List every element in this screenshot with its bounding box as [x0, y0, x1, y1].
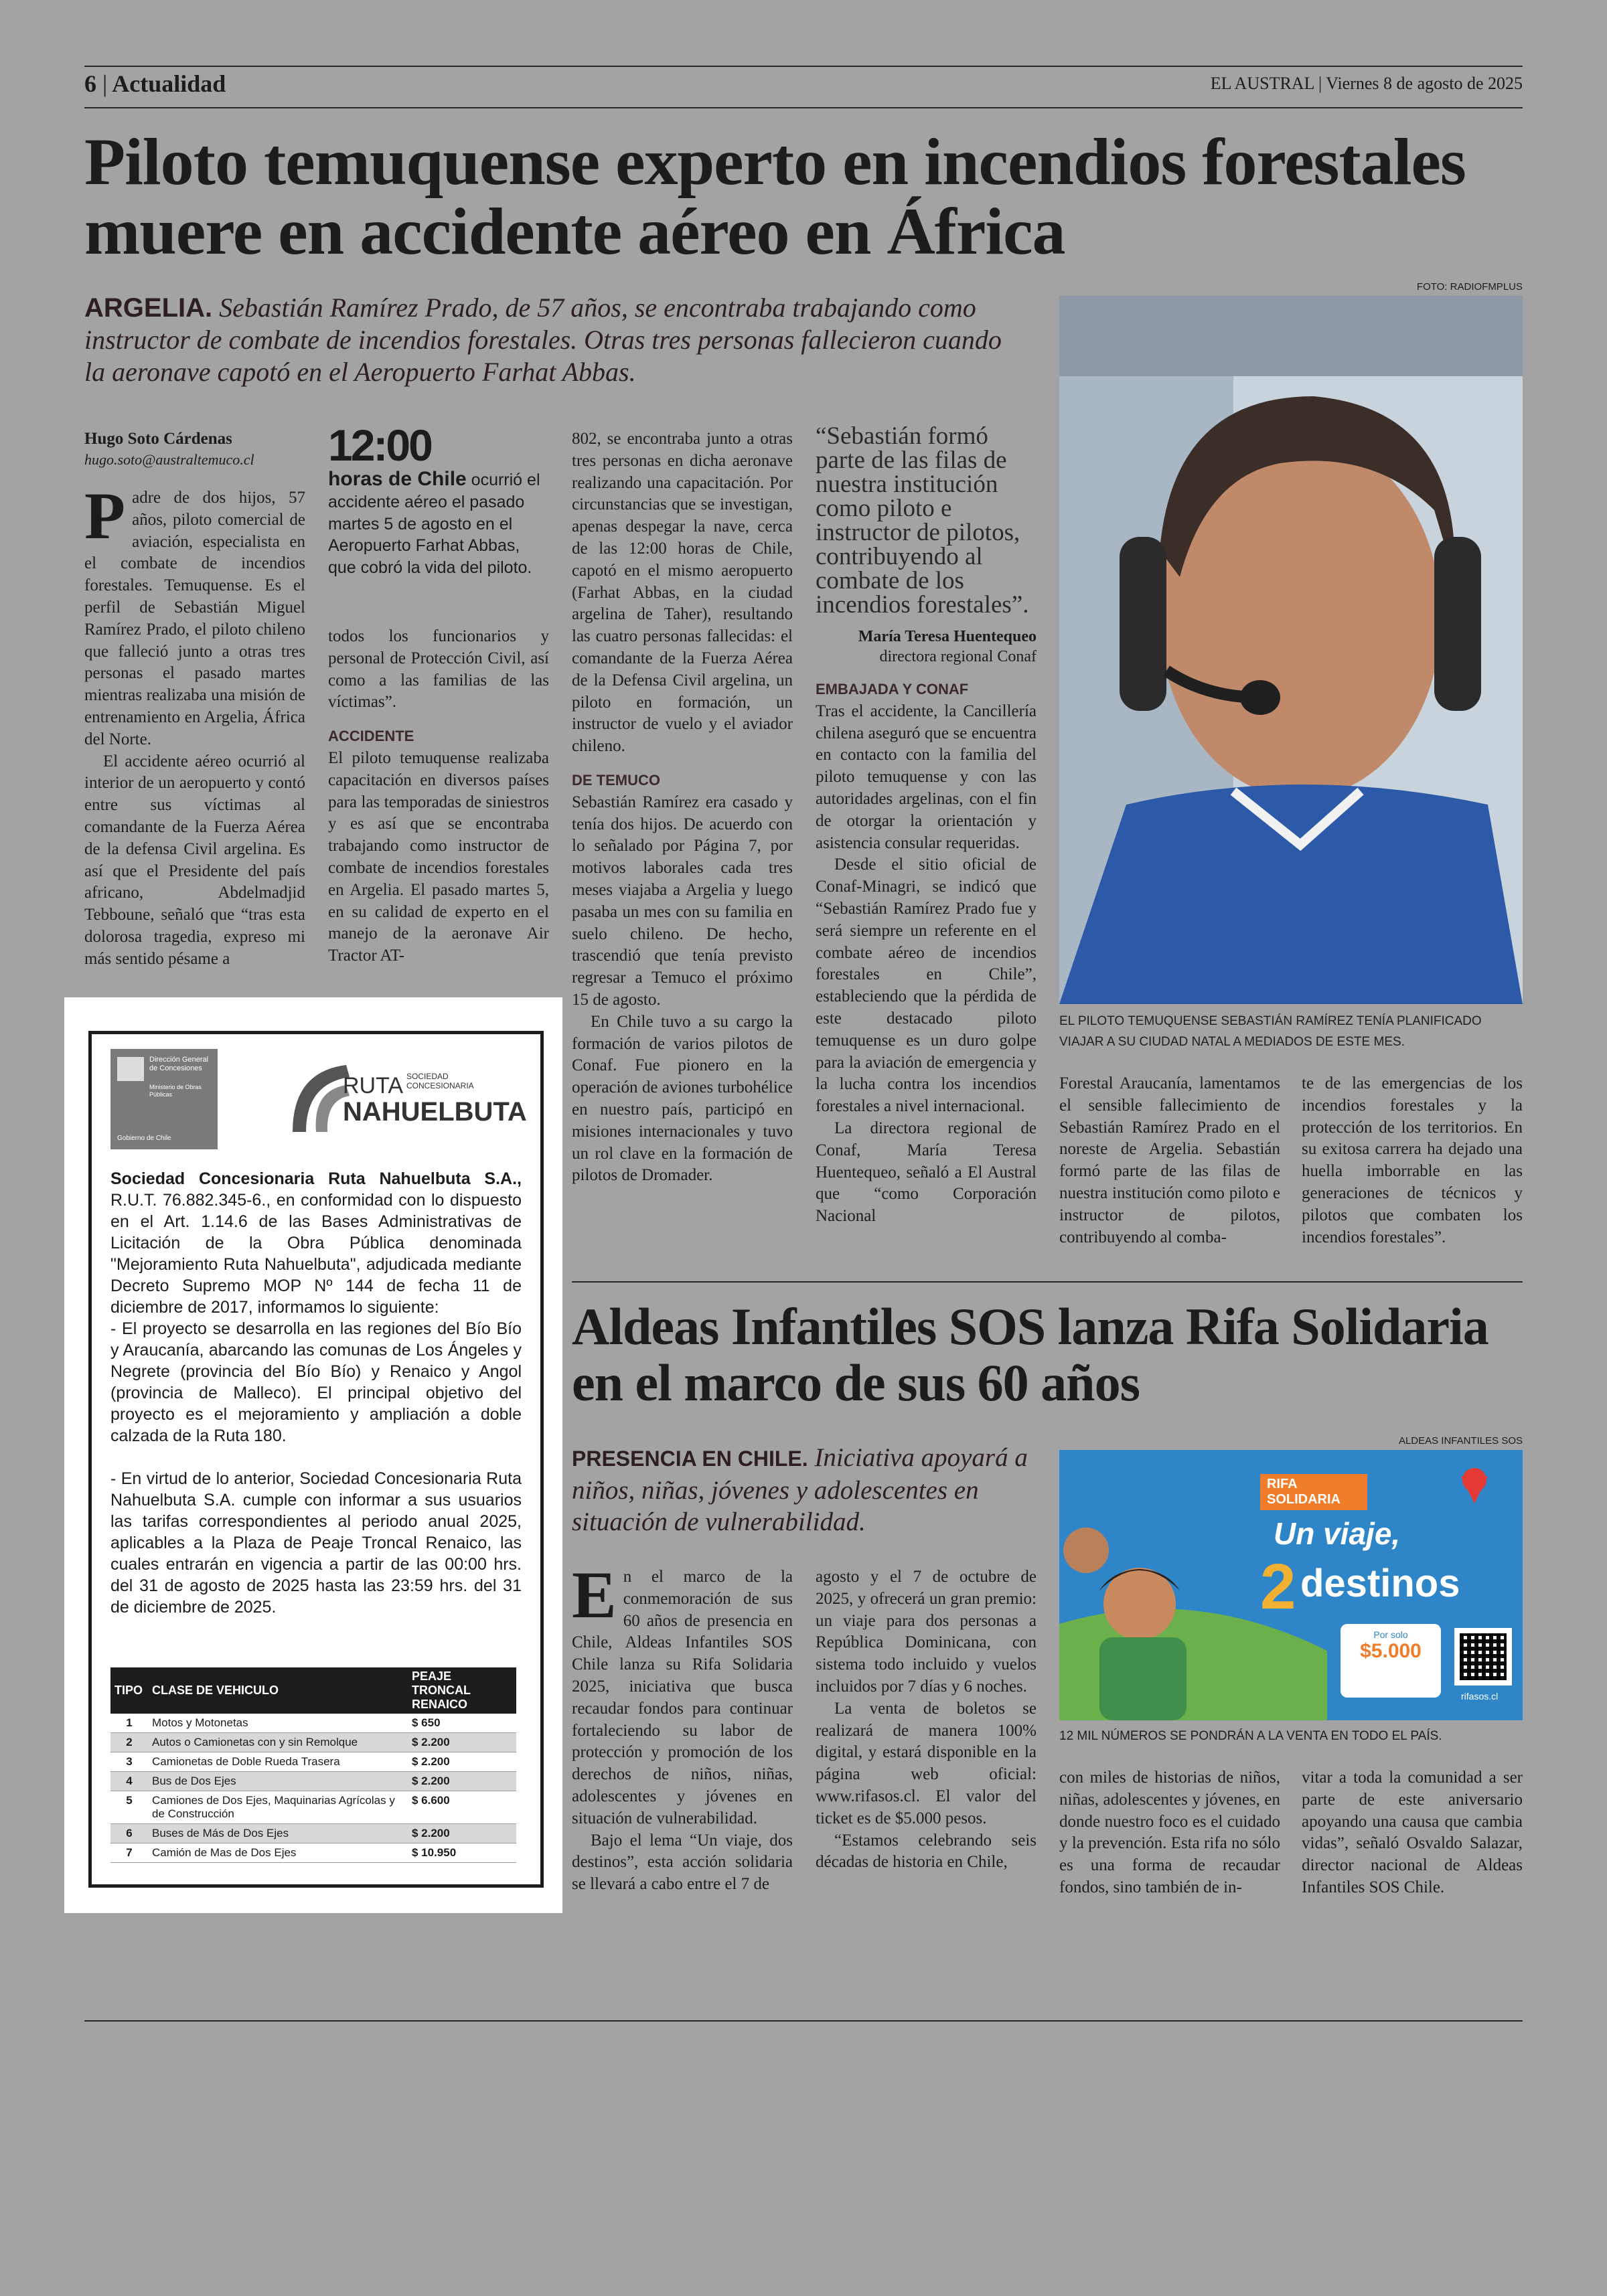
dropcap: P	[84, 479, 126, 553]
tariff-price: $ 6.600	[408, 1791, 516, 1824]
article1-lead	[84, 292, 1015, 388]
quote-attribution	[816, 627, 1037, 667]
page-header-left: 6 | Actualidad	[84, 70, 226, 97]
photo2-caption: 12 MIL NÚMEROS SE PONDRÁN A LA VENTA EN TODO EL PAÍS.	[1059, 1729, 1442, 1743]
article1-col4-p3: La directora regional de Conaf, María Teresa Huentequeo, señaló a El Austral que “como Corporación Nacional	[816, 1119, 1037, 1226]
tariff-row	[110, 1752, 516, 1772]
government-label: Gobierno de Chile	[117, 1135, 171, 1142]
header-top-rule	[84, 66, 1523, 67]
ruta-nahuelbuta-logo	[279, 1058, 527, 1139]
tariff-type: 2	[110, 1733, 148, 1752]
tariff-class: Buses de Más de Dos Ejes	[148, 1824, 408, 1843]
article2-lead	[572, 1442, 1041, 1538]
ad-frame	[88, 1031, 544, 1888]
tariff-table-wrap	[110, 1667, 516, 1863]
logo-sociedad: SOCIEDAD CONCESIONARIA	[406, 1072, 474, 1090]
article1-lead-text: Sebastián Ramírez Prado, de 57 años, se encontraba trabajando como instructor de combate de incendios forestales. Otras tres personas fallecieron cuando la aeronave capotó en el Aeropuerto Farhat Abbas.	[84, 293, 1002, 387]
article2-col3-p1: con miles de historias de niños, niñas, adolescentes y jóvenes, en donde nuestro foco es el cuidado y la prevención. Esta rifa no sólo es una forma de recaudar fondos, sino también de in-	[1059, 1769, 1280, 1896]
tariff-class: Camiones de Dos Ejes, Maquinarias Agrícolas y de Construcción	[148, 1791, 408, 1824]
tariff-type: 5	[110, 1791, 148, 1824]
pilot-photo-illustration	[1059, 296, 1523, 1004]
quote-author: María Teresa Huentequeo	[858, 628, 1037, 645]
article2-column-2	[816, 1566, 1037, 1874]
article2-headline: Aldeas Infantiles SOS lanza Rifa Solidaria en el marco de sus 60 años	[572, 1297, 1488, 1412]
photo2-credit: ALDEAS INFANTILES SOS	[1398, 1435, 1523, 1447]
tariff-row	[110, 1791, 516, 1824]
col-header-peaje: PEAJE TRONCAL RENAICO	[408, 1667, 516, 1714]
publication-date: Viernes 8 de agosto de 2025	[1326, 74, 1523, 93]
author-name: Hugo Soto Cárdenas	[84, 430, 232, 448]
article1-col3-p2: Sebastián Ramírez era casado y tenía dos hijos. De acuerdo con lo señalado por Página 7, por motivos laborales cada tres meses viajaba a Argelia y luego pasaba un mes con su familia en suelo chileno. De hecho, trascendió que tenía previsto regresar a Temuco el próximo 15 de agosto.	[572, 793, 793, 1009]
article2-col2-p1: agosto y el 7 de octubre de 2025, y ofrecerá un gran premio: un viaje para dos personas a República Dominicana, con sistema todo incluido y vuelos incluidos por 7 días y 6 noches.	[816, 1568, 1037, 1696]
tariff-price: $ 2.200	[408, 1752, 516, 1772]
article2-col4-p1: vitar a toda la comunidad a ser parte de este aniversario apoyando una causa que cambia vidas”, señaló Osvaldo Salazar, director nacional de Aldeas Infantiles SOS Chile.	[1302, 1769, 1523, 1896]
pull-quote: “Sebastián formó parte de las filas de nuestra institución como piloto e instructor de pilotos, contribuyendo al combate de los incendios forestales”.	[816, 422, 1029, 619]
banner-title-2: destinos	[1300, 1562, 1460, 1605]
article2-lead-text: Iniciativa apoyará a niños, niñas, jóvenes y adolescentes en situación de vulnerabilidad.	[572, 1443, 1028, 1536]
photo1-caption: EL PILOTO TEMUQUENSE SEBASTIÁN RAMÍREZ TENÍA PLANIFICADO VIAJAR A SU CIUDAD NATAL A MEDIADOS DE ESTE MES.	[1059, 1014, 1482, 1049]
article1-column-6	[1302, 1073, 1523, 1248]
article2-kicker: PRESENCIA EN CHILE.	[572, 1447, 808, 1471]
banner-price-box	[1341, 1624, 1441, 1698]
stat-number: 12:00	[328, 420, 431, 470]
dropcap-e: E	[572, 1558, 617, 1632]
newspaper-name: EL AUSTRAL	[1210, 74, 1314, 93]
article1-kicker: ARGELIA.	[84, 293, 213, 323]
tariff-price: $ 10.950	[408, 1843, 516, 1863]
article1-headline: Piloto temuquense experto en incendios forestales muere en accidente aéreo en África	[84, 125, 1466, 268]
tariff-row	[110, 1824, 516, 1843]
ad-body	[110, 1168, 522, 1618]
section-name: Actualidad	[112, 70, 226, 97]
article1-col1-p2: El accidente aéreo ocurrió al interior de un aeropuerto y contó entre sus víctimas al comandante de la Fuerza Aérea de la defensa Civil argelina. Es así que el Presidente del país africano, Abdelmadjid Tebboune, señaló que “tras esta dolorosa tragedia, expreso mi más sentido pésame a	[84, 752, 305, 968]
coat-of-arms-icon	[117, 1057, 144, 1081]
article1-col3-p3: En Chile tuvo a su cargo la formación de varios pilotos de Conaf. Fue pionero en la operación de aviones turbohélice en nuestro país, participó en misiones internacionales y tuvo un rol clave en la formación de pilotos de Dromader.	[572, 1012, 793, 1185]
banner-price: $5.000	[1360, 1640, 1422, 1662]
tariff-price: $ 650	[408, 1714, 516, 1733]
col-header-tipo: TIPO	[110, 1667, 148, 1714]
article2-col2-p3: “Estamos celebrando seis décadas de historia en Chile,	[816, 1831, 1037, 1872]
banner-tag: RIFA SOLIDARIA	[1260, 1474, 1367, 1510]
tariff-class: Motos y Motonetas	[148, 1714, 408, 1733]
toll-advertisement	[64, 997, 562, 1913]
article2-column-1	[572, 1558, 793, 1896]
swoosh-icon	[279, 1058, 353, 1139]
col-header-clase: CLASE DE VEHICULO	[148, 1667, 408, 1714]
banner-url: rifasos.cl	[1461, 1691, 1499, 1702]
tariff-class: Autos o Camionetas con y sin Remolque	[148, 1733, 408, 1752]
logo-nahuelbuta: NAHUELBUTA	[343, 1097, 527, 1127]
tariff-row	[110, 1843, 516, 1863]
article1-col3-p1: 802, se encontraba junto a otras tres personas en dicha aeronave realizando una capacitación. Por circunstancias que se investigan, apenas despegar la nave, cerca de las 12:00 horas de Chile, capotó en el mismo aeropuerto (Farhat Abbas, en la ciudad argelina de Taher), resultando las cuatro personas fallecidas: el comandante de la Fuerza Aérea de la Defensa Civil argelina, un piloto en formación, un instructor de vuelo y el aviador chileno.	[572, 430, 793, 756]
tariff-row	[110, 1733, 516, 1752]
page-number: 6	[84, 70, 96, 97]
tariff-row	[110, 1772, 516, 1791]
tariff-class: Camionetas de Doble Rueda Trasera	[148, 1752, 408, 1772]
article2-col1-p2: Bajo el lema “Un viaje, dos destinos”, esta acción solidaria se llevará a cabo entre el 7 de	[572, 1831, 793, 1894]
tariff-class: Bus de Dos Ejes	[148, 1772, 408, 1791]
pilot-photo	[1059, 296, 1523, 1004]
tariff-table	[110, 1667, 516, 1863]
page-bottom-rule	[84, 2020, 1523, 2022]
article1-column-4	[816, 424, 1037, 1228]
logo-ruta: RUTA	[343, 1073, 404, 1098]
ministry-logo	[110, 1049, 218, 1149]
subhead-accidente: ACCIDENTE	[328, 728, 414, 745]
ad-para1: R.U.T. 76.882.345-6., en conformidad con lo dispuesto en el Art. 1.14.6 de las Bases Administrativas de Licitación de la Obra Pública denominada "Mejoramiento Ruta Nahuelbuta", adjudicada mediante Decreto Supremo MOP Nº 144 de fecha 11 de diciembre de 2017, informamos lo siguiente:	[110, 1191, 522, 1317]
article1-col2-p2: El piloto temuquense realizaba capacitación en diversos países para las temporadas de siniestros y es así que se encontraba trabajando como instructor de combate de incendios forestales en Argelia. El pasado martes 5, en su calidad de experto en el manejo de la aeronave Air Tractor AT-	[328, 748, 549, 965]
article1-col1-p1: adre de dos hijos, 57 años, piloto comercial de aviación, especialista en el combate de incendios forestales. Temuquense. Es el perfil de Sebastián Miguel Ramírez Prado, el piloto chileno que falleció junto a otras tres personas el pasado martes mientras realizaba una misión de entrenamiento en Argelia, África del Norte.	[84, 489, 305, 748]
rifa-banner	[1059, 1450, 1523, 1720]
photo1-credit: FOTO: RADIOFMPLUS	[1416, 281, 1523, 293]
header-bottom-rule	[84, 107, 1523, 108]
tariff-type: 1	[110, 1714, 148, 1733]
tariff-class: Camión de Mas de Dos Ejes	[148, 1843, 408, 1863]
tariff-type: 6	[110, 1824, 148, 1843]
qr-code-icon	[1454, 1628, 1512, 1686]
tariff-type: 4	[110, 1772, 148, 1791]
quote-role: directora regional Conaf	[879, 648, 1037, 665]
article2-col1-p1: n el marco de la conmemoración de sus 60 años de presencia en Chile, Aldeas Infantiles SOS Chile lanza su Rifa Solidaria 2025, iniciativa que busca recaudar fondos para continuar fortaleciendo su labor de protección y promoción de los derechos de niños, niñas, adolescentes y jóvenes en situación de vulnerabilidad.	[572, 1568, 793, 1827]
article1-column-2	[328, 422, 549, 967]
ministry-name: Dirección General de Concesiones	[149, 1056, 209, 1072]
banner-number: 2	[1260, 1551, 1296, 1623]
article1-col4-p1: Tras el accidente, la Cancillería chilena aseguró que se encuentra en contacto con la familia del piloto temuquense y con las autoridades argelinas, con el fin de otorgar la orientación y asistencia consular requeridas.	[816, 702, 1037, 852]
subhead-de-temuco: DE TEMUCO	[572, 771, 660, 789]
article1-column-1	[84, 428, 305, 971]
article2-column-4	[1302, 1767, 1523, 1899]
ministry-sub: Ministerio de Obras Públicas	[149, 1084, 202, 1098]
article2-col2-p2: La venta de boletos se realizará de manera 100% digital, y estará disponible en la página web oficial: www.rifasos.cl. El valor del ticket es de $5.000 pesos.	[816, 1699, 1037, 1827]
page-header-right: EL AUSTRAL | Viernes 8 de agosto de 2025	[1210, 74, 1523, 93]
tariff-price: $ 2.200	[408, 1733, 516, 1752]
article1-column-5	[1059, 1073, 1280, 1248]
article1-column-3	[572, 428, 793, 1187]
banner-price-label: Por solo	[1373, 1629, 1408, 1640]
article1-col2-p1: todos los funcionarios y personal de Protección Civil, así como a las familias de las víctimas”.	[328, 627, 549, 712]
stat-label: horas de Chile	[328, 468, 467, 490]
stat-block	[328, 469, 549, 579]
article1-col4-p2: Desde el sitio oficial de Conaf-Minagri, se indicó que “Sebastián Ramírez Prado fue y será siempre un referente en el combate aéreo de incendios forestales en Chile”, estableciendo que la pérdida de este destacado piloto temuquense es un duro golpe para la aviación de emergencia y la lucha contra los incendios forestales a nivel internacional.	[816, 855, 1037, 1116]
article1-col5-p1: Forestal Araucanía, lamentamos el sensible fallecimiento de Sebastián Ramírez Prado en el noreste de Argelia. Sebastián formó parte de las filas de nuestra institución como piloto e instructor de pilotos, contribuyendo al comba-	[1059, 1074, 1280, 1246]
tariff-price: $ 2.200	[408, 1824, 516, 1843]
tariff-row	[110, 1714, 516, 1733]
ad-para2: - El proyecto se desarrolla en las regiones del Bío Bío y Araucanía, abarcando las comunas de Los Ángeles y Negrete (provincia del Bío Bío) y Renaico y Angol (provincia de Malleco). El principal objetivo del proyecto es el mejoramiento y ampliación a doble calzada de la Ruta 180.	[110, 1319, 522, 1445]
ad-para3: - En virtud de lo anterior, Sociedad Concesionaria Ruta Nahuelbuta S.A. cumple con informar a sus usuarios las tarifas correspondientes al periodo anual 2025, aplicables a la Plaza de Peaje Troncal Renaico, las cuales entrarán en vigencia a partir de las 00:00 hrs. del 31 de agosto de 2025 hasta las 23:59 hrs. del 31 de diciembre de 2025.	[110, 1469, 522, 1617]
tariff-type: 7	[110, 1843, 148, 1863]
article2-top-rule	[572, 1281, 1523, 1283]
subhead-embajada: EMBAJADA Y CONAF	[816, 681, 969, 698]
banner-title-1: Un viaje,	[1274, 1516, 1401, 1551]
tariff-price: $ 2.200	[408, 1772, 516, 1791]
tariff-type: 3	[110, 1752, 148, 1772]
tariff-header-row	[110, 1667, 516, 1714]
stat-text: ocurrió el accidente aéreo el pasado martes 5 de agosto en el Aeropuerto Farhat Abbas, que cobró la vida del piloto.	[328, 471, 540, 578]
author-email: hugo.soto@australtemuco.cl	[84, 451, 254, 468]
article1-col6-p1: te de las emergencias de los incendios forestales y la protección de los territorios. En su exitosa carrera ha dejado una huella imborrable en las generaciones de técnicos y pilotos que combaten los incendios forestales”.	[1302, 1074, 1523, 1246]
ad-company-name: Sociedad Concesionaria Ruta Nahuelbuta S.A.,	[110, 1169, 522, 1188]
article2-column-3	[1059, 1767, 1280, 1899]
